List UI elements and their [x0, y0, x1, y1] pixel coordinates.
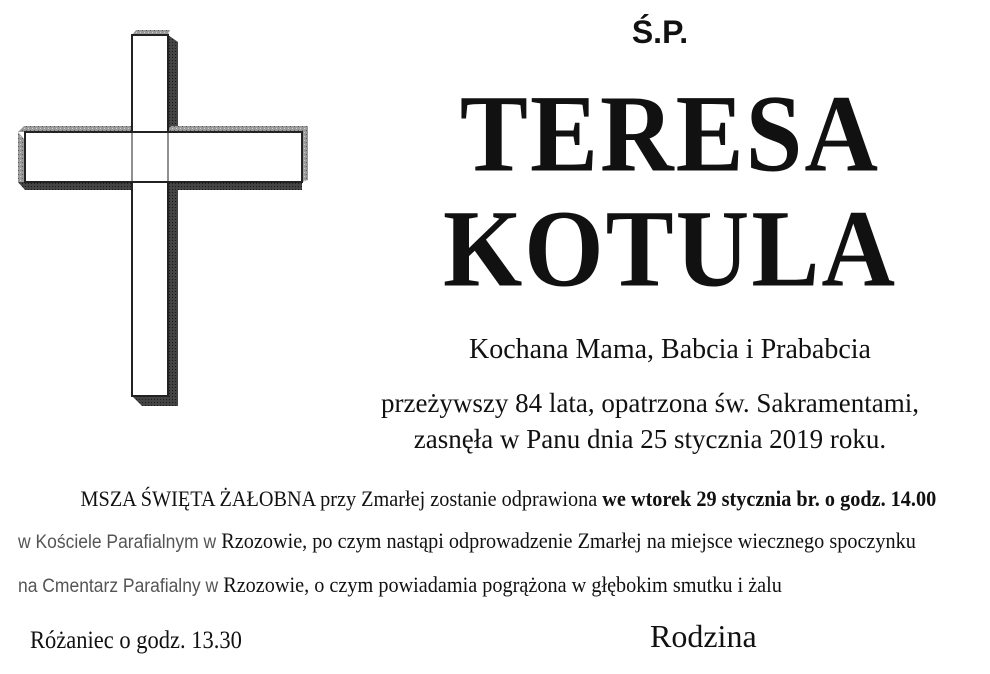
church-label: w Kościele Parafialnym w — [18, 532, 217, 553]
first-name: TERESA — [459, 73, 881, 196]
rosary-time: Różaniec o godz. 13.30 — [30, 627, 242, 654]
last-name: KOTULA — [442, 188, 898, 311]
mass-heading: MSZA ŚWIĘTA ŻAŁOBNA — [80, 486, 316, 511]
deceased-prefix: Ś.P. — [631, 14, 689, 50]
mass-date: we wtorek 29 stycznia br. o godz. 14.00 — [602, 486, 937, 511]
mass-line-2 — [18, 520, 916, 564]
mass-line-1 — [18, 478, 937, 520]
announcement-text: Rzozowie, o czym powiadamia pogrążona w głębokim smutku i żalu — [218, 572, 782, 597]
death-date-line: zasnęła w Panu dnia 25 stycznia 2019 roku. — [413, 424, 887, 454]
funeral-mass-notice — [18, 478, 937, 608]
age-line: przeżywszy 84 lata, opatrzona św. Sakramentami, — [380, 388, 920, 418]
family-roles: Kochana Mama, Babcia i Prababcia — [469, 334, 871, 365]
procession-text: Rzozowie, po czym nastąpi odprowadzenie Zmarłej na miejsce wiecznego spoczynku — [216, 528, 916, 553]
mass-line-3 — [18, 564, 906, 608]
details-block — [330, 385, 970, 457]
family-signature: Rodzina — [650, 618, 757, 654]
cross-icon — [10, 30, 310, 410]
mass-text: przy Zmarłej zostanie odprawiona — [315, 486, 603, 511]
cemetery-label: na Cmentarz Parafialny w — [18, 576, 219, 597]
